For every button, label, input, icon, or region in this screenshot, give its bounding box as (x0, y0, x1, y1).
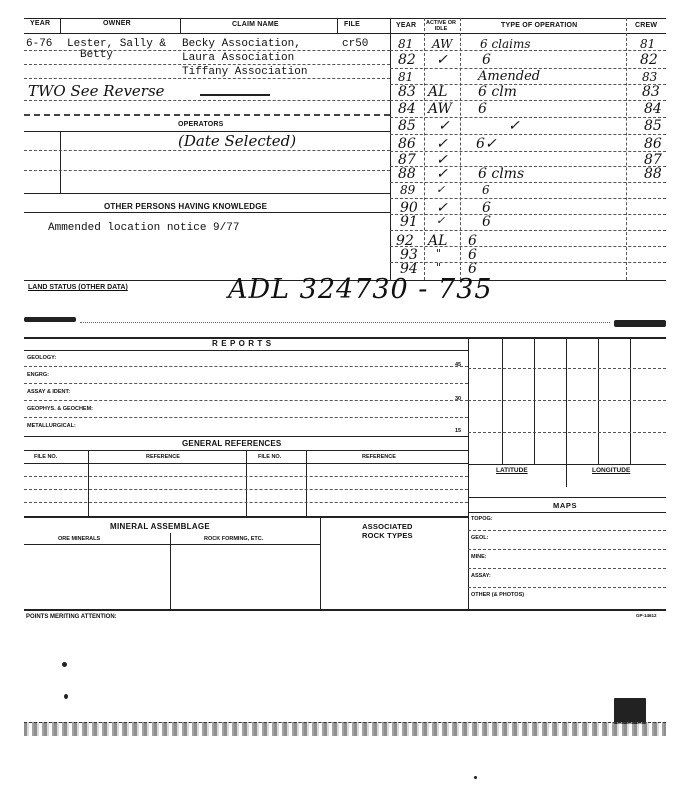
row-rule (24, 212, 390, 213)
operators-label: OPERATORS (178, 121, 224, 128)
activity-status: ✓ (436, 136, 448, 152)
grid-divider (598, 337, 599, 465)
row-rule (24, 131, 390, 132)
activity-operation: 6 (468, 261, 477, 277)
activity-year: 88 (398, 166, 416, 182)
activity-year: 86 (398, 136, 416, 152)
record-owner-line2: Betty (80, 49, 114, 61)
scan-speck (474, 776, 477, 779)
mineral-right-divider (320, 516, 321, 609)
activity-status: ✓ (436, 152, 448, 168)
ref-divider (88, 450, 89, 516)
row-rule (24, 193, 390, 194)
activity-status: AW (432, 37, 453, 51)
activity-year: 82 (398, 52, 416, 68)
report-num: 30 (455, 396, 462, 402)
associated-rock-types (362, 522, 413, 540)
header-top-rule (24, 18, 666, 19)
other-persons-note: Ammended location notice 9/77 (48, 222, 240, 234)
activity-operation: 6 (468, 247, 477, 263)
row-rule (390, 50, 666, 51)
row-rule (390, 262, 666, 263)
activity-operation: 6 clms (478, 166, 525, 182)
report-label: METALLURGICAL: (27, 423, 76, 429)
row-rule (24, 476, 468, 477)
activity-year: 84 (398, 101, 416, 117)
divider (337, 18, 338, 33)
row-rule (24, 78, 390, 79)
longitude-label: LONGITUDE (592, 467, 631, 474)
header-bottom-rule (24, 33, 666, 34)
divider (180, 18, 181, 33)
activity-status: " (436, 261, 442, 274)
header-type-of-operation: TYPE OF OPERATION (501, 22, 578, 29)
header-file: FILE (344, 21, 360, 28)
report-num: 45 (455, 362, 462, 368)
scan-rule (80, 322, 610, 323)
map-row-assay: ASSAY: (471, 573, 491, 579)
activity-crew: 81 (640, 37, 656, 51)
row-rule (24, 150, 390, 151)
operators-top-rule (24, 114, 390, 116)
activity-operation: 6 (482, 214, 491, 230)
activity-operation: 6 (478, 101, 487, 117)
row-rule (24, 350, 468, 351)
activity-operation: 6 (468, 233, 477, 249)
map-row-other: OTHER (& PHOTOS) (471, 592, 525, 598)
general-references-title: GENERAL REFERENCES (182, 439, 282, 448)
grid-divider (502, 337, 503, 465)
activity-year: 81 (398, 37, 414, 51)
activity-status: AW (428, 101, 452, 117)
row-rule (390, 230, 666, 231)
activity-operation: 6 claims (480, 37, 531, 51)
row-rule (468, 587, 666, 588)
grid-rule (468, 432, 666, 433)
scan-smudge (614, 320, 666, 327)
activity-status: ✓ (436, 52, 448, 68)
row-rule (390, 246, 666, 247)
grid-rule (468, 400, 666, 401)
map-row-mine: MINE: (471, 554, 487, 560)
associated-line1: ASSOCIATED (362, 522, 413, 531)
activity-status: ✓ (436, 166, 448, 182)
record-file: cr50 (342, 38, 369, 50)
crew-column-divider (626, 18, 627, 280)
row-rule (390, 134, 666, 135)
ore-minerals-label: ORE MINERALS (58, 536, 101, 542)
ref-col-file-no-2: FILE NO. (258, 454, 282, 460)
row-rule (390, 182, 666, 183)
handwritten-see-reverse: TWO See Reverse (28, 82, 165, 100)
row-rule (390, 68, 666, 69)
row-rule (390, 198, 666, 199)
record-claim-3: Tiffany Association (182, 66, 308, 78)
row-rule (468, 568, 666, 569)
activity-crew: 84 (644, 101, 662, 117)
activity-year: 94 (400, 261, 418, 277)
mineral-assemblage-title: MINERAL ASSEMBLAGE (110, 522, 211, 531)
activity-crew: 82 (640, 52, 658, 68)
latitude-label: LATITUDE (496, 467, 528, 474)
scan-blot (614, 698, 646, 724)
associated-line2: ROCK TYPES (362, 531, 413, 540)
row-rule (24, 383, 468, 384)
activity-crew: 85 (644, 118, 662, 134)
scan-smudge (24, 317, 76, 322)
grid-rule (468, 464, 666, 465)
activity-crew: 86 (644, 136, 662, 152)
row-rule (24, 417, 468, 418)
reports-top-rule (24, 337, 666, 339)
row-rule (390, 100, 666, 101)
activity-year: 92 (396, 233, 414, 249)
form-number: GP-14612 (636, 613, 657, 618)
header-year-2: YEAR (396, 22, 417, 29)
activity-crew: 87 (644, 152, 662, 168)
maps-title: MAPS (553, 501, 578, 510)
divider (60, 18, 61, 33)
activity-year: 81 (398, 70, 414, 84)
row-rule (24, 64, 390, 65)
row-rule (24, 366, 468, 367)
activity-status: ✓ (436, 183, 446, 196)
report-num: 15 (455, 428, 462, 434)
ref-divider (246, 450, 247, 516)
row-rule (390, 117, 666, 118)
activity-crew: 83 (642, 70, 658, 84)
activity-crew: 88 (644, 166, 662, 182)
ref-col-reference-2: REFERENCE (362, 454, 396, 460)
row-rule (390, 84, 666, 85)
row-rule (24, 489, 468, 490)
report-label: ASSAY & IDENT: (27, 389, 71, 395)
header-crew: CREW (635, 22, 658, 29)
activity-status: ✓ (438, 118, 450, 134)
rock-forming-label: ROCK FORMING, ETC. (204, 536, 264, 542)
map-row-topog: TOPOG: (471, 516, 493, 522)
footer-top-rule (24, 609, 666, 611)
activity-status: AL (428, 233, 448, 249)
activity-operation: 6 clm (478, 84, 517, 100)
row-rule (468, 530, 666, 531)
grid-divider (534, 337, 535, 465)
activity-year: 83 (398, 84, 416, 100)
reports-title: R E P O R T S (212, 339, 272, 348)
activity-year: 93 (400, 247, 418, 263)
report-label: GEOLOGY: (27, 355, 57, 361)
row-rule (24, 544, 320, 545)
operation-column-divider (460, 18, 461, 280)
points-meriting-attention: POINTS MERITING ATTENTION: (26, 614, 117, 620)
activity-year: 91 (400, 214, 418, 230)
grid-rule (468, 368, 666, 369)
activity-operation: Amended (478, 69, 541, 84)
ref-col-file-no-1: FILE NO. (34, 454, 58, 460)
row-rule (468, 512, 666, 513)
row-rule (24, 400, 468, 401)
row-rule (24, 100, 390, 101)
activity-operation: 6 (482, 200, 491, 216)
record-claim-2: Laura Association (182, 52, 295, 64)
other-persons-label: OTHER PERSONS HAVING KNOWLEDGE (104, 202, 268, 211)
activity-year: 85 (398, 118, 416, 134)
ref-divider (306, 450, 307, 516)
right-block-left-border (390, 18, 391, 280)
status-column-divider (424, 18, 425, 280)
activity-operation: 6 (482, 183, 490, 197)
activity-operation: ✓ (508, 118, 520, 134)
report-label: GEOPHYS. & GEOCHEM: (27, 406, 94, 412)
row-rule (24, 502, 468, 503)
record-owner-line1: Lester, Sally & (67, 38, 167, 50)
activity-crew: 83 (642, 84, 660, 100)
mineral-top-rule (24, 516, 468, 518)
row-rule (24, 170, 390, 171)
operators-value: (Date Selected) (178, 132, 297, 150)
maps-top-rule (468, 497, 666, 498)
scan-noise-band (24, 722, 666, 736)
record-claim-1: Becky Association, (182, 38, 301, 50)
scan-rule (24, 722, 666, 723)
report-label: ENGRG: (27, 372, 49, 378)
activity-year: 90 (400, 200, 418, 216)
mineral-divider (170, 533, 171, 609)
scan-speck (62, 662, 67, 667)
row-rule (390, 151, 666, 152)
general-references-top-rule (24, 436, 468, 437)
header-year: YEAR (30, 20, 51, 27)
row-rule (24, 50, 390, 51)
activity-status: " (436, 247, 442, 260)
row-rule (390, 166, 666, 167)
activity-year: 87 (398, 152, 416, 168)
land-status-label: LAND STATUS (OTHER DATA) (28, 284, 128, 291)
ref-col-reference-1: REFERENCE (146, 454, 180, 460)
record-year: 6-76 (26, 38, 53, 50)
activity-status: AL (428, 84, 448, 100)
activity-status: ✓ (436, 200, 448, 216)
map-row-geol: GEOL: (471, 535, 489, 541)
land-status-value: ADL 324730 - 735 (228, 274, 493, 305)
grid-divider (630, 337, 631, 465)
header-active-idle: ACTIVE OR IDLE (426, 20, 456, 32)
row-rule (390, 214, 666, 215)
handwritten-underline (200, 94, 270, 96)
row-rule (468, 549, 666, 550)
activity-status: ✓ (436, 214, 446, 227)
scan-speck (64, 694, 68, 699)
activity-operation: 6 (482, 52, 491, 68)
activity-operation: 6✓ (476, 136, 497, 152)
activity-year: 89 (400, 183, 416, 197)
header-claim-name: CLAIM NAME (232, 21, 279, 28)
operators-divider (60, 131, 61, 193)
header-owner: OWNER (103, 20, 131, 27)
